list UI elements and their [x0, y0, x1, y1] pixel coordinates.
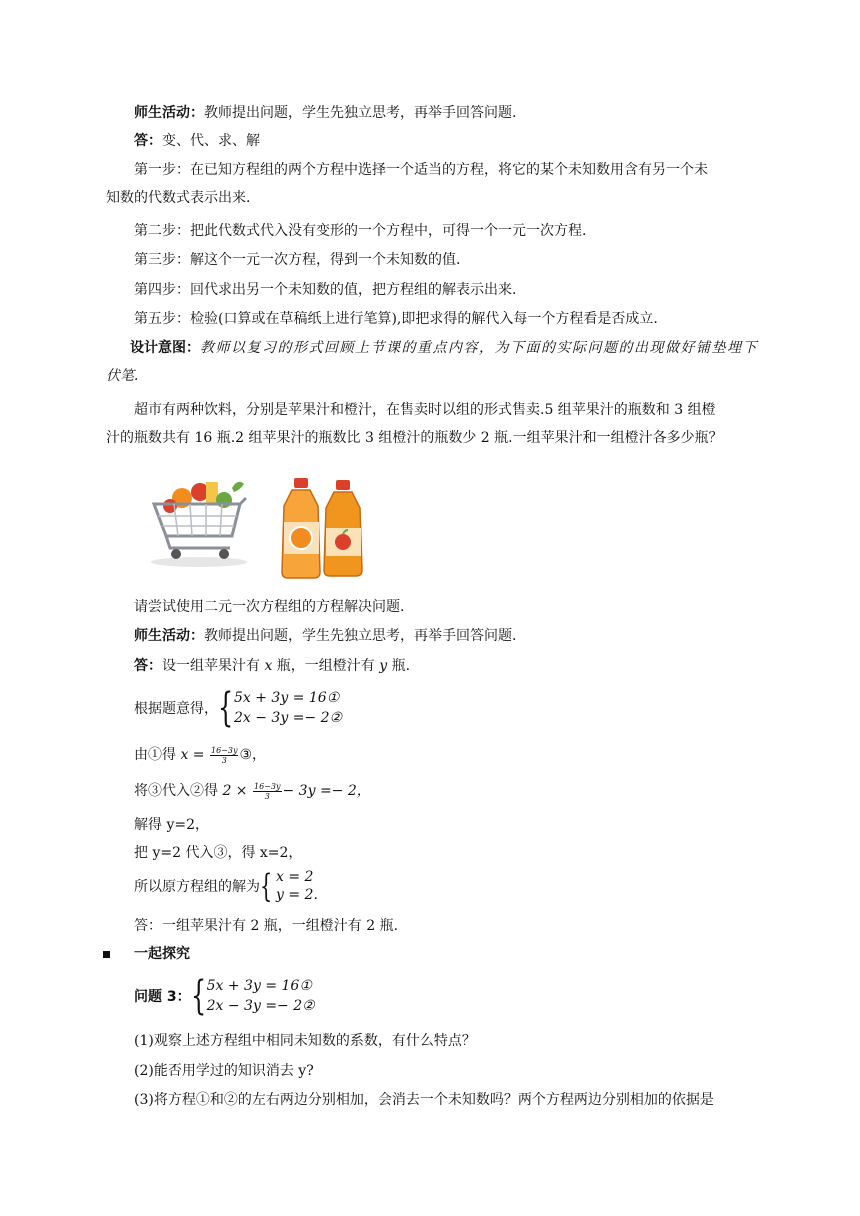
fraction: [253, 782, 282, 801]
var-y: y: [379, 658, 388, 674]
from-eq1-line: [134, 745, 266, 765]
paragraph-answer-2: [134, 656, 410, 676]
question-3-system: [134, 973, 315, 1019]
cart-frame: [166, 536, 230, 548]
design-intent-line-b: 伏笔.: [106, 368, 139, 384]
fraction-numerator: 16−3y: [210, 745, 238, 755]
solution-system: [134, 868, 318, 904]
paragraph-answer-1: [134, 131, 260, 151]
step-4: 第四步：回代求出另一个未知数的值，把方程组的解表示出来.: [134, 282, 517, 298]
text-activity: 教师提出问题，学生先独立思考，再举手回答问题.: [204, 628, 517, 644]
sub-question-1: (1)观察上述方程组中相同未知数的系数，有什么特点？: [134, 1033, 476, 1049]
fraction-numerator: 16−3y: [254, 781, 281, 791]
substitute-prefix: 将③代入②得: [134, 783, 223, 799]
juice-bottles-illustration: [280, 476, 370, 580]
label-design-intent: 设计意图：: [130, 340, 200, 356]
solution-prefix: 所以原方程组的解为: [134, 879, 260, 895]
answer-text-2: 瓶，一组橙汁有: [272, 658, 380, 674]
step-2: 第二步：把此代数式代入没有变形的一个方程中，可得一个一元一次方程.: [134, 223, 587, 239]
back-substitute-line: 把 y=2 代入③，得 x=2，: [134, 845, 303, 861]
step-5: 第五步：检验(口算或在草稿纸上进行笔算),即把求得的解代入每一个方程看是否成立.: [134, 311, 658, 327]
step-1-line-a: 第一步：在已知方程组的两个方程中选择一个适当的方程，将它的某个未知数用含有另一个未: [134, 162, 708, 178]
label-activity: 师生活动：: [134, 628, 204, 644]
orange-bottle-cap: [294, 478, 308, 488]
shopping-cart-illustration: [144, 470, 254, 570]
answer-text-3: 瓶.: [387, 658, 411, 674]
cart-shadow: [151, 557, 247, 567]
final-answer: 答：一组苹果汁有 2 瓶，一组橙汁有 2 瓶.: [134, 918, 399, 934]
fraction-denominator: 3: [264, 791, 270, 801]
solve-y-line: 解得 y=2，: [134, 817, 209, 833]
sub-question-3: (3)将方程①和②的左右两边分别相加，会消去一个未知数吗？两个方程两边分别相加的依据是: [134, 1092, 714, 1108]
solution-y-text: y = 2: [276, 887, 314, 903]
step-3: 第三步：解这个一元一次方程，得到一个未知数的值.: [134, 252, 461, 268]
label-answer: 答：: [134, 133, 162, 149]
paragraph-activity-2: [134, 626, 516, 646]
apple-icon: [335, 534, 351, 550]
solution-y: [276, 886, 318, 904]
system-prefix: 根据题意得，: [134, 701, 218, 717]
left-brace-icon: {: [190, 973, 206, 1019]
equation-2: 2x − 3y =− 2②: [234, 710, 343, 726]
cart-handle: [240, 498, 246, 504]
answer-text-1: 设一组苹果汁有: [162, 658, 265, 674]
cart-wheel-icon: [171, 549, 181, 559]
problem-line-b: 汁的瓶数共有 16 瓶.2 组苹果汁的瓶数比 3 组橙汁的瓶数少 2 瓶.一组苹果汁和一组橙汁各多少瓶？: [106, 430, 723, 446]
from-eq1-lhs: x =: [180, 747, 205, 763]
text-activity: 教师提出问题，学生先独立思考，再举手回答问题.: [204, 105, 517, 121]
leaf-icon: [232, 482, 244, 492]
fraction-denominator: 3: [221, 755, 227, 765]
label-answer: 答：: [134, 658, 162, 674]
text-design-intent: 教师以复习的形式回顾上节课的重点内容，为下面的实际问题的出现做好铺垫埋下: [200, 340, 758, 356]
substitute-line: [134, 781, 371, 801]
substitute-a: 2 ×: [222, 783, 248, 799]
try-statement: 请尝试使用二元一次方程组的方程解决问题.: [134, 599, 405, 615]
solution-x: x = 2: [276, 869, 314, 885]
left-brace-icon: {: [218, 685, 234, 731]
from-eq1-prefix: 由①得: [134, 747, 181, 763]
sub-question-2: (2)能否用学过的知识消去 y?: [134, 1063, 314, 1079]
equation-system-1: [134, 685, 343, 731]
text-answer: 变、代、求、解: [162, 133, 260, 149]
section-title: 一起探究: [134, 946, 190, 962]
orange-slice-icon: [290, 527, 312, 549]
solution-dot: .: [313, 887, 318, 903]
equation-2: 2x − 3y =− 2②: [206, 998, 315, 1014]
problem-line-a: 超市有两种饮料，分别是苹果汁和橙汁，在售卖时以组的形式售卖.5 组苹果汁的瓶数和 3 组橙: [134, 402, 716, 418]
section-bullet-icon: [103, 951, 110, 958]
design-intent-line-a: [130, 338, 758, 358]
from-eq1-suffix: ③，: [239, 747, 267, 763]
label-activity: 师生活动：: [134, 105, 204, 121]
apple-bottle-cap: [336, 480, 350, 490]
left-brace-icon: {: [260, 867, 273, 905]
substitute-b: − 3y =− 2，: [282, 783, 371, 799]
equation-1: 5x + 3y = 16①: [206, 978, 312, 994]
var-x: x: [264, 658, 273, 674]
vegetable-icon: [216, 492, 232, 508]
paragraph-activity-1: [134, 103, 516, 123]
fraction: [210, 746, 239, 765]
equation-1: 5x + 3y = 16①: [234, 690, 340, 706]
step-1-line-b: 知数的代数式表示出来.: [106, 190, 251, 206]
question-3-label: 问题 3：: [134, 989, 191, 1005]
cart-wheel-icon: [219, 549, 229, 559]
